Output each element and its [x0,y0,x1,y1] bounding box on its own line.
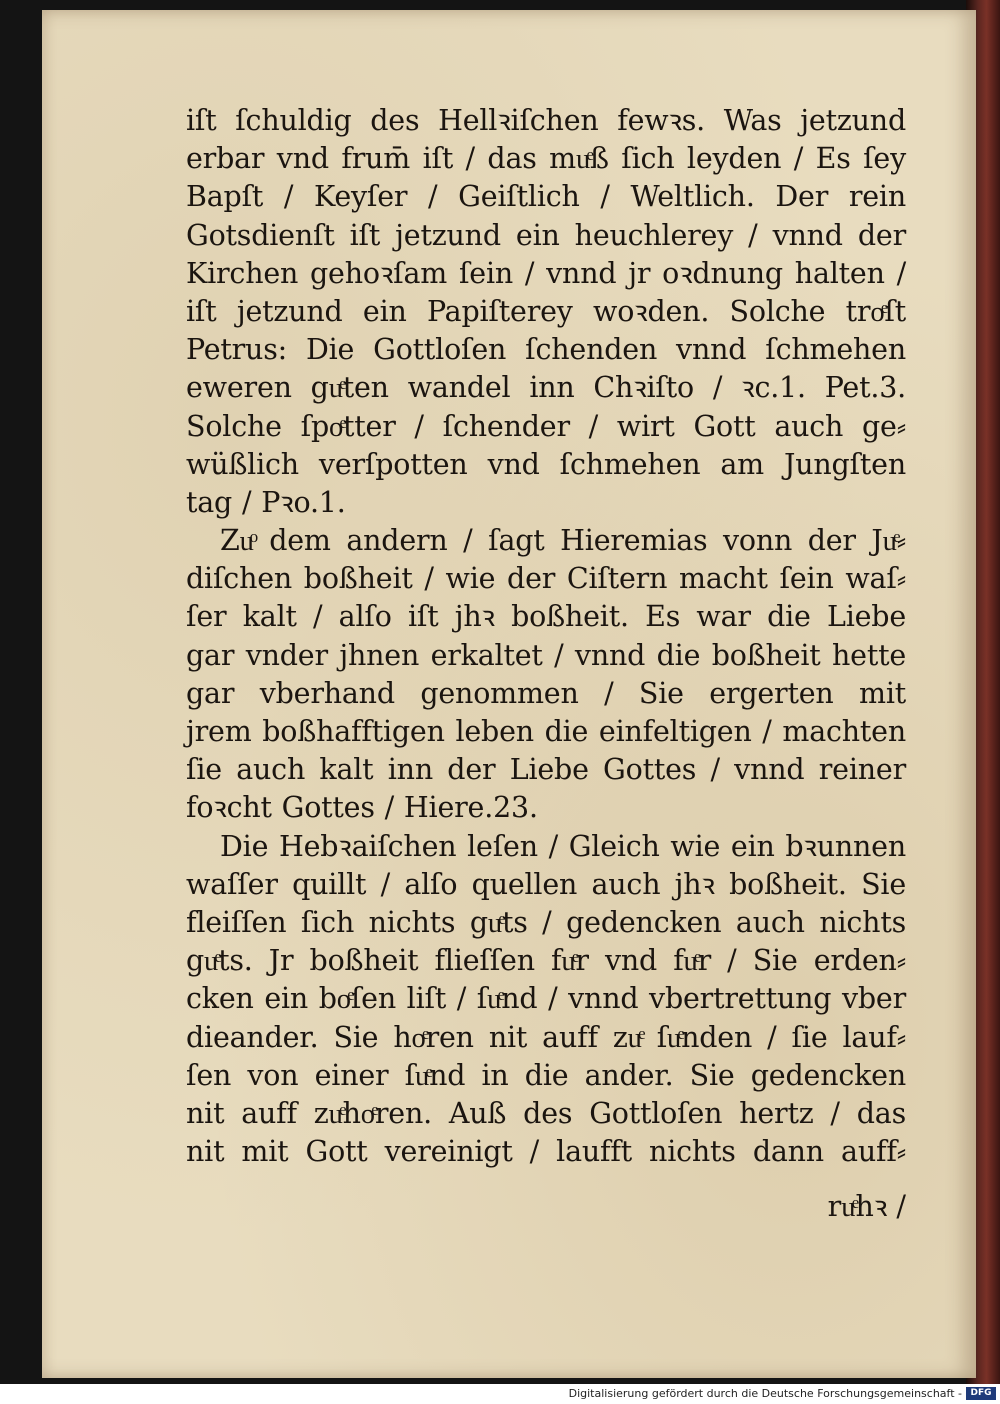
text-line: gar vberhand genommen / Sie ergerten mit [186,676,906,710]
text-line: Bapſt / Keyſer / Geiſtlich / Weltlich. Der rein [186,180,906,214]
paragraph-start-line: Zuͦ dem andern / ſagt Hieremias vonn der Juͤ⸗ [220,524,906,558]
catchword: ruͤhꝛ / [827,1190,906,1223]
text-line: Solche ſpoͤtter / ſchender / wirt Gott auch ge⸗ [186,409,906,443]
text-line: gar vnder jhnen erkaltet / vnnd die boßheit hette [186,638,906,672]
text-line: foꝛcht Gottes / Hiere.23. [186,791,538,825]
text-line: erbar vnd frum̄ iſt / das muͤß ſich leyden / Es ſey [186,142,906,176]
text-line: fleiſſen ſich nichts guͤts / gedencken auch nichts [186,905,906,939]
text-line: nit mit Gott vereinigt / laufft nichts dann auff⸗ [186,1135,906,1169]
text-line: wüßlich verſpotten vnd ſchmehen am Jungſten [186,447,906,481]
text-line: iſt jetzund ein Papiſterey woꝛden. Solche troͤſt [186,294,906,328]
text-line: diſchen boßheit / wie der Ciſtern macht ſein waſ⸗ [186,562,906,596]
text-line: ſie auch kalt inn der Liebe Gottes / vnnd reiner [186,753,906,787]
text-line: tag / Pꝛo.1. [186,485,346,519]
text-line: ſer kalt / alſo iſt jhꝛ boßheit. Es war die Liebe [186,600,906,634]
text-line: Gotsdienſt iſt jetzund ein heuchlerey / vnnd der [186,218,906,252]
text-line: iſt ſchuldig des Hellꝛiſchen fewꝛs. Was jetzund [186,104,906,137]
funding-credit: Digitalisierung gefördert durch die Deutsche Forschungsgemeinschaft - [568,1387,962,1400]
text-line: waſſer quillt / alſo quellen auch jhꝛ boßheit. Sie [186,867,906,901]
text-line: Petrus: Die Gottloſen ſchenden vnnd ſchmehen [186,333,906,367]
text-line: nit auff zuͤhoͤren. Auß des Gottloſen hertz / das [186,1096,906,1130]
text-line: jrem boßhafftigen leben die einfeltigen / machten [186,715,906,748]
text-line: dieander. Sie hoͤren nit auff zuͤ ſuͤnden / ſie lauf⸗ [186,1020,906,1054]
footer-bar [0,1384,1000,1404]
dfg-logo: DFG [966,1387,996,1400]
text-line: Kirchen gehoꝛſam ſein / vnnd jr oꝛdnung halten / [186,256,906,290]
text-line: guͤts. Jr boßheit flieſſen fuͤr vnd fuͤr / Sie erden⸗ [186,944,906,978]
paragraph-start-line: Die Hebꝛaiſchen leſen / Gleich wie ein bꝛunnen [220,829,906,863]
text-line: ſen von einer ſuͤnd in die ander. Sie gedencken [186,1058,906,1092]
text-line: eweren guͤten wandel inn Chꝛiſto / ꝛc.1. Pet.3. [186,371,906,405]
text-line: cken ein boͤſen liſt / ſuͤnd / vnnd vbertrettung vber [186,982,906,1016]
page-text [186,102,906,1171]
